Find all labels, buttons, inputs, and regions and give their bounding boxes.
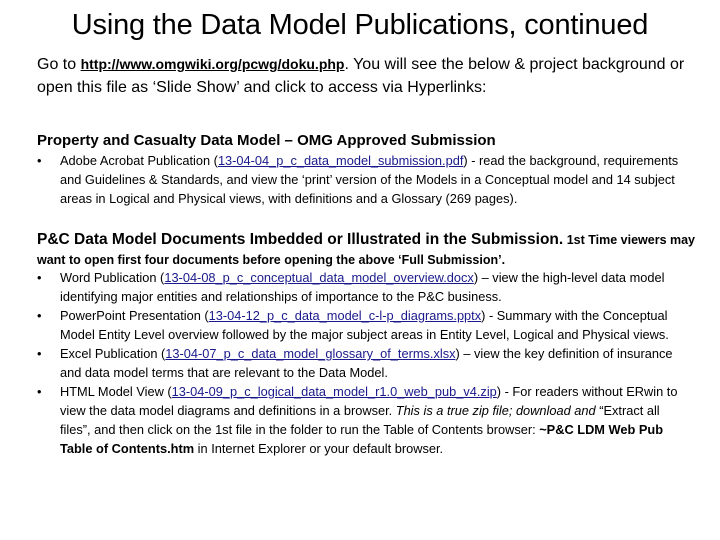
item-text-pre: Adobe Acrobat Publication (: [60, 153, 218, 168]
bullet-icon: •: [37, 384, 42, 399]
omg-wiki-link[interactable]: http://www.omgwiki.org/pcwg/doku.php: [80, 56, 345, 72]
html-model-view-link[interactable]: 13-04-09_p_c_logical_data_model_r1.0_web_pub_v4.zip: [171, 384, 497, 399]
section-heading-documents: [37, 230, 707, 270]
bullet-icon: •: [37, 346, 42, 361]
bullet-icon: •: [37, 308, 42, 323]
section-heading-submission: Property and Casualty Data Model – OMG Approved Submission: [37, 132, 496, 149]
bullet-icon: •: [37, 153, 42, 168]
item-text-pre: HTML Model View (: [60, 384, 172, 399]
list-item: [37, 151, 687, 208]
list-item: [37, 268, 687, 306]
pdf-submission-link[interactable]: 13-04-04_p_c_data_model_submission.pdf: [217, 153, 464, 168]
excel-publication-link[interactable]: 13-04-07_p_c_data_model_glossary_of_terms.xlsx: [165, 346, 456, 361]
slide-title: Using the Data Model Publications, continued: [71, 9, 649, 41]
documents-heading-note: 1st Time viewers may want to open first four documents before opening the above ‘Full Submission’.: [37, 233, 696, 267]
item-text-post: ) – view the key definition of insurance and data model terms that are relevant to the Data Model.: [60, 346, 673, 380]
submission-list: [37, 151, 687, 208]
intro-paragraph: [37, 53, 697, 99]
intro-suffix: . You will see the below & project background or open this file as ‘Slide Show’ and click to access via Hyperlinks:: [37, 56, 685, 96]
bullet-icon: •: [37, 270, 42, 285]
list-item: [37, 306, 687, 344]
zip-note: This is a true zip file; download and: [395, 403, 596, 418]
item-text-pre: PowerPoint Presentation (: [60, 308, 209, 323]
item-text-post: ) – view the high-level data model identifying major entities and relationships of importance to the P&C business.: [60, 270, 665, 304]
item-text-pre: Excel Publication (: [60, 346, 166, 361]
extract-instructions: “Extract all files”, and then click on the 1st file in the folder to run the Table of Contents browser:: [60, 403, 660, 437]
documents-list: [37, 268, 687, 458]
item-text-post: ) - For readers without ERwin to view the data model diagrams and definitions in a browser.: [60, 384, 678, 418]
intro-prefix: Go to: [37, 56, 81, 73]
documents-heading-main: P&C Data Model Documents Imbedded or Illustrated in the Submission.: [37, 231, 564, 248]
list-item: [37, 344, 687, 382]
toc-filename: ~P&C LDM Web Pub Table of Contents.htm: [60, 422, 664, 456]
browser-note: in Internet Explorer or your default browser.: [194, 441, 444, 456]
item-text-pre: Word Publication (: [60, 270, 165, 285]
powerpoint-presentation-link[interactable]: 13-04-12_p_c_data_model_c-l-p_diagrams.pptx: [208, 308, 482, 323]
word-publication-link[interactable]: 13-04-08_p_c_conceptual_data_model_overview.docx: [164, 270, 474, 285]
item-text-post: ) - read the background, requirements and Guidelines & Standards, and view the ‘print’ version of the Models in a Conceptual model and 14 subject areas in Logical and Physical views, with definitions and a Glossary (269 pages).: [60, 153, 679, 206]
list-item: [37, 382, 687, 458]
item-text-post: ) - Summary with the Conceptual Model Entity Level overview followed by the major subject areas in Entity Level, Logical and Physical views.: [60, 308, 669, 342]
